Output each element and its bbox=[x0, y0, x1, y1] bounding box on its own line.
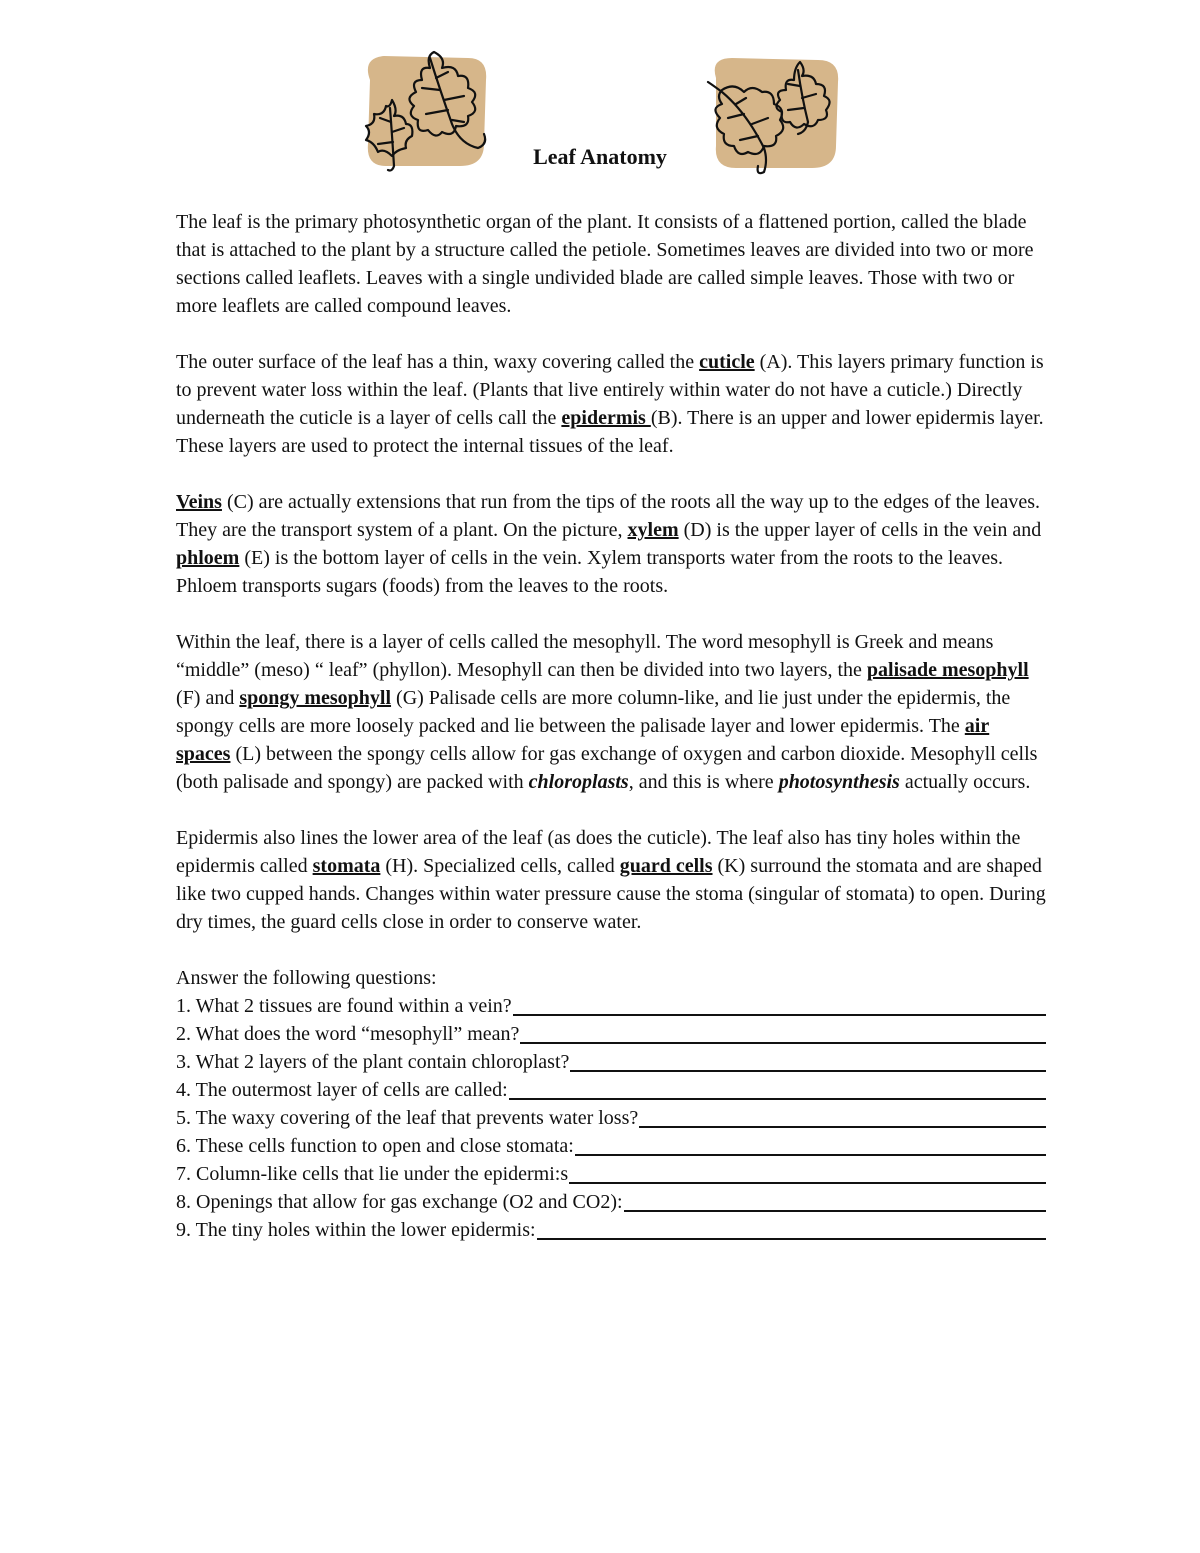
question-text: 9. The tiny holes within the lower epidermis: bbox=[176, 1219, 536, 1241]
question-row bbox=[176, 1104, 1046, 1132]
question-row bbox=[176, 1048, 1046, 1076]
answer-line[interactable] bbox=[639, 1126, 1046, 1128]
paragraph-mesophyll bbox=[176, 628, 1046, 796]
question-text: 4. The outermost layer of cells are called: bbox=[176, 1079, 508, 1101]
question-row bbox=[176, 1076, 1046, 1104]
question-row bbox=[176, 1132, 1046, 1160]
term-spongy-mesophyll: spongy mesophyll bbox=[239, 687, 392, 709]
term-palisade-mesophyll: palisade mesophyll bbox=[866, 659, 1029, 681]
question-text: 5. The waxy covering of the leaf that prevents water loss? bbox=[176, 1107, 639, 1129]
question-text: 2. What does the word “mesophyll” mean? bbox=[176, 1023, 520, 1045]
term-photosynthesis: photosynthesis bbox=[778, 771, 900, 793]
text-segment: (L) between the spongy cells allow for gas exchange of oxygen and carbon dioxide. Mesophyll cells (both palisade and spongy) are packed with bbox=[176, 743, 1038, 793]
text-segment: (C) are actually extensions that run from the tips of the roots all the way up to the edges of the leaves. They are the transport system of a plant. On the picture, bbox=[176, 491, 1041, 541]
text-segment: The outer surface of the leaf has a thin, waxy covering called the bbox=[176, 351, 700, 373]
question-text: 8. Openings that allow for gas exchange (O2 and CO2): bbox=[176, 1191, 623, 1213]
text-segment: Epidermis also lines the lower area of the leaf (as does the cuticle). The leaf also has tiny holes within the epidermis called bbox=[176, 827, 1021, 877]
questions-section bbox=[176, 964, 1046, 1244]
question-row bbox=[176, 1188, 1046, 1216]
paragraph-intro bbox=[176, 208, 1046, 320]
answer-line[interactable] bbox=[624, 1210, 1046, 1212]
text-segment: Within the leaf, there is a layer of cells called the mesophyll. The word mesophyll is Greek and means “middle” (meso) “ leaf” (phyllon). Mesophyll can then be divided into two layers, the bbox=[176, 631, 994, 681]
answer-line[interactable] bbox=[575, 1154, 1046, 1156]
term-veins: Veins bbox=[176, 491, 222, 513]
question-row bbox=[176, 1160, 1046, 1188]
questions-intro: Answer the following questions: bbox=[176, 967, 437, 989]
question-text: 1. What 2 tissues are found within a vein? bbox=[176, 995, 512, 1017]
question-text: 3. What 2 layers of the plant contain chloroplast? bbox=[176, 1051, 570, 1073]
answer-line[interactable] bbox=[509, 1098, 1046, 1100]
question-text: 7. Column-like cells that lie under the epidermi:s bbox=[176, 1163, 569, 1185]
paragraph-veins bbox=[176, 488, 1046, 600]
paragraph-stomata bbox=[176, 824, 1046, 936]
answer-line[interactable] bbox=[537, 1238, 1046, 1240]
text-segment: (G) Palisade cells are more column-like, and lie just under the epidermis, the spongy cells are more loosely packed and lie between the palisade layer and lower epidermis. The bbox=[176, 687, 1011, 737]
worksheet-body bbox=[176, 208, 1046, 1244]
term-chloroplasts: chloroplasts bbox=[528, 771, 629, 793]
question-text: 6. These cells function to open and close stomata: bbox=[176, 1135, 574, 1157]
answer-line[interactable] bbox=[569, 1182, 1046, 1184]
term-guard-cells: guard cells bbox=[619, 855, 713, 877]
term-phloem: phloem bbox=[176, 547, 240, 569]
text-segment: (K) surround the stomata and are shaped like two cupped hands. Changes within water pressure cause the stoma (singular of stomata) to open. During dry times, the guard cells close in order to conserve water. bbox=[176, 855, 1046, 933]
text-segment: (D) is the upper layer of cells in the vein and bbox=[678, 519, 1042, 541]
question-row bbox=[176, 1216, 1046, 1244]
text-segment: (F) and bbox=[176, 687, 240, 709]
paragraph-cuticle-epidermis bbox=[176, 348, 1046, 460]
intro-text: The leaf is the primary photosynthetic organ of the plant. It consists of a flattened portion, called the blade that is attached to the plant by a structure called the petiole. Sometimes leaves are divided into two or more sections called leaflets. Leaves with a single undivided blade are called simple leaves. Those with two or more leaflets are called compound leaves. bbox=[176, 211, 1034, 317]
term-epidermis: epidermis bbox=[561, 407, 651, 429]
answer-line[interactable] bbox=[520, 1042, 1046, 1044]
term-stomata: stomata bbox=[312, 855, 381, 877]
term-air-spaces: air spaces bbox=[176, 715, 990, 765]
text-segment: (E) is the bottom layer of cells in the vein. Xylem transports water from the roots to the leaves. Phloem transports sugars (foods) from the leaves to the roots. bbox=[176, 547, 1004, 597]
answer-line[interactable] bbox=[570, 1070, 1046, 1072]
answer-line[interactable] bbox=[513, 1014, 1046, 1016]
term-xylem: xylem bbox=[627, 519, 679, 541]
question-row bbox=[176, 1020, 1046, 1048]
text-segment: (H). Specialized cells, called bbox=[380, 855, 620, 877]
page-title: Leaf Anatomy bbox=[533, 144, 667, 169]
text-segment: , and this is where bbox=[628, 771, 779, 793]
text-segment: actually occurs. bbox=[899, 771, 1031, 793]
question-row bbox=[176, 992, 1046, 1020]
text-segment: (B). There is an upper and lower epidermis layer. These layers are used to protect the internal tissues of the leaf. bbox=[176, 407, 1044, 457]
term-cuticle: cuticle bbox=[699, 351, 755, 373]
text-segment: (A). This layers primary function is to prevent water loss within the leaf. (Plants that live entirely within water do not have a cuticle.) Directly underneath the cuticle is a layer of cells call the bbox=[176, 351, 1044, 429]
